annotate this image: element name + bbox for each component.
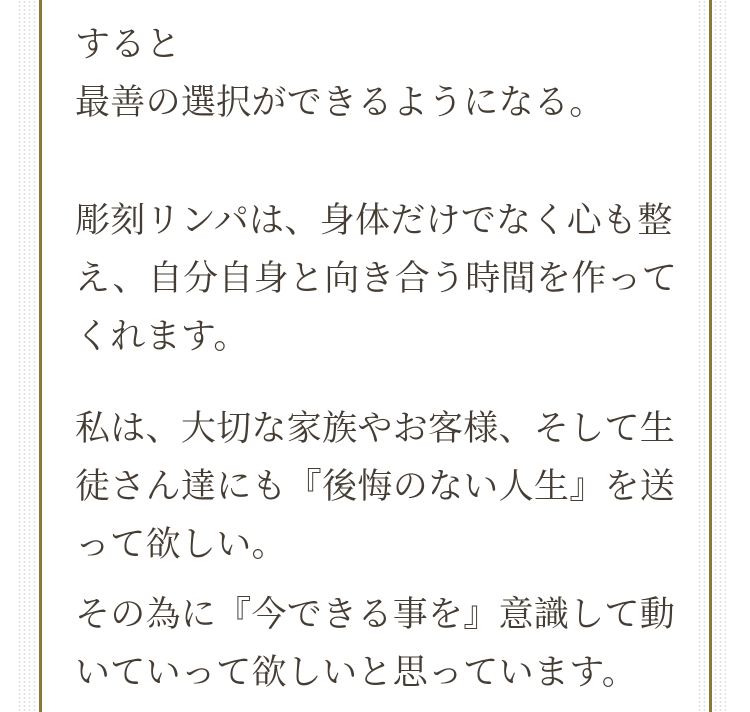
- text-line: 徒さん達にも『後悔のない人生』を送: [75, 467, 676, 506]
- text-line: って欲しい。: [75, 525, 287, 564]
- text-line: すると: [75, 25, 181, 64]
- text-line: 最善の選択ができるようになる。: [75, 83, 605, 122]
- text-line: え、自分自身と向き合う時間を作って: [75, 259, 678, 298]
- text-line: 私は、大切な家族やお客様、そして生: [75, 409, 676, 448]
- text-line: いていって欲しいと思っています。: [75, 653, 638, 692]
- article-text: [42, 0, 709, 712]
- paragraph: [75, 586, 709, 702]
- content-right-border: [709, 0, 712, 712]
- paragraph: [75, 400, 709, 574]
- dotted-texture-right-outer: [713, 0, 726, 712]
- text-line: その為に『今できる事を』意識して動: [75, 595, 676, 634]
- paragraph: [75, 192, 709, 366]
- text-line: くれます。: [75, 317, 249, 356]
- paragraph: [75, 16, 709, 132]
- text-line: 彫刻リンパは、身体だけでなく心も整: [75, 201, 673, 240]
- dotted-texture-left: [17, 0, 39, 712]
